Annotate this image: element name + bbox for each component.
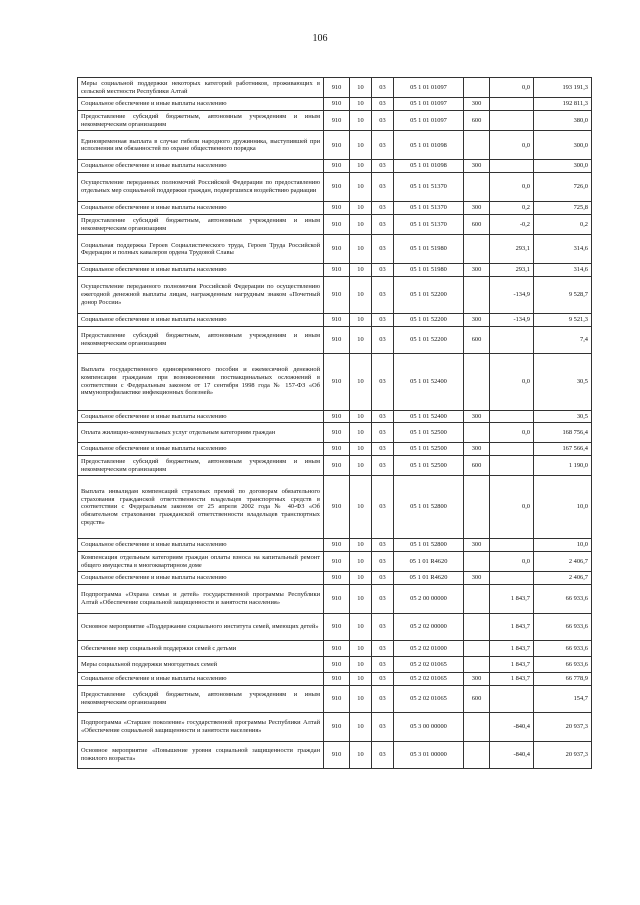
table-row xyxy=(78,539,592,552)
row-sum-cell: 314,6 xyxy=(534,264,592,277)
row-target-article-cell: 05 1 01 R4620 xyxy=(394,572,464,585)
row-subsection-cell: 03 xyxy=(372,641,394,657)
row-change-cell: -134,9 xyxy=(490,313,534,326)
row-sum-cell: 380,0 xyxy=(534,111,592,131)
row-section-cell: 10 xyxy=(350,641,372,657)
row-change-cell: 0,2 xyxy=(490,202,534,215)
row-ved-cell: 910 xyxy=(324,673,350,686)
row-expense-type-cell: 600 xyxy=(464,326,490,353)
row-subsection-cell: 03 xyxy=(372,657,394,673)
row-ved-cell: 910 xyxy=(324,202,350,215)
row-expense-type-cell: 300 xyxy=(464,572,490,585)
row-subsection-cell: 03 xyxy=(372,98,394,111)
row-sum-cell: 66 933,6 xyxy=(534,657,592,673)
row-expense-type-cell: 600 xyxy=(464,455,490,475)
row-subsection-cell: 03 xyxy=(372,539,394,552)
table-row xyxy=(78,641,592,657)
row-ved-cell: 910 xyxy=(324,214,350,234)
row-target-article-cell: 05 2 02 00000 xyxy=(394,614,464,641)
row-name-cell: Предоставление субсидий бюджетным, автономным учреждениям и иным некоммерческим организациям xyxy=(78,111,324,131)
row-expense-type-cell xyxy=(464,585,490,614)
row-change-cell: 0,0 xyxy=(490,552,534,572)
row-sum-cell: 66 933,6 xyxy=(534,614,592,641)
row-change-cell: 0,0 xyxy=(490,476,534,539)
row-subsection-cell: 03 xyxy=(372,410,394,423)
row-sum-cell: 300,0 xyxy=(534,131,592,160)
row-sum-cell: 10,0 xyxy=(534,539,592,552)
row-sum-cell: 20 937,3 xyxy=(534,712,592,741)
row-sum-cell: 20 937,3 xyxy=(534,741,592,768)
row-ved-cell: 910 xyxy=(324,235,350,264)
row-expense-type-cell xyxy=(464,712,490,741)
table-row xyxy=(78,202,592,215)
row-expense-type-cell xyxy=(464,614,490,641)
row-target-article-cell: 05 1 01 01098 xyxy=(394,160,464,173)
row-section-cell: 10 xyxy=(350,173,372,202)
row-subsection-cell: 03 xyxy=(372,552,394,572)
row-ved-cell: 910 xyxy=(324,641,350,657)
row-change-cell: -134,9 xyxy=(490,276,534,313)
row-target-article-cell: 05 1 01 51370 xyxy=(394,202,464,215)
row-expense-type-cell: 300 xyxy=(464,313,490,326)
row-name-cell: Основное мероприятие «Повышение уровня социальной защищенности граждан пожилого возраста» xyxy=(78,741,324,768)
row-change-cell: 293,1 xyxy=(490,264,534,277)
row-change-cell: 1 843,7 xyxy=(490,641,534,657)
row-target-article-cell: 05 2 00 00000 xyxy=(394,585,464,614)
row-ved-cell: 910 xyxy=(324,131,350,160)
row-expense-type-cell: 300 xyxy=(464,673,490,686)
row-name-cell: Выплата инвалидам компенсаций страховых премий по договорам обязательного страхования гражданской ответственности владельцев транспортных средств в соответствии с Федеральным законом от 25 апреля 2002 года № 40-ФЗ «Об обязательном страховании гражданской ответственности владельцев транспортных средств» xyxy=(78,476,324,539)
row-ved-cell: 910 xyxy=(324,98,350,111)
row-subsection-cell: 03 xyxy=(372,443,394,456)
table-row xyxy=(78,264,592,277)
row-expense-type-cell: 300 xyxy=(464,443,490,456)
row-name-cell: Меры социальной поддержки многодетных семей xyxy=(78,657,324,673)
row-ved-cell: 910 xyxy=(324,539,350,552)
row-ved-cell: 910 xyxy=(324,685,350,712)
row-target-article-cell: 05 1 01 52800 xyxy=(394,539,464,552)
row-ved-cell: 910 xyxy=(324,741,350,768)
row-ved-cell: 910 xyxy=(324,326,350,353)
row-expense-type-cell xyxy=(464,641,490,657)
row-expense-type-cell xyxy=(464,78,490,98)
row-section-cell: 10 xyxy=(350,326,372,353)
row-name-cell: Подпрограмма «Охрана семьи и детей» государственной программы Республики Алтай «Обеспечение социальной защищенности и занятости населения» xyxy=(78,585,324,614)
row-name-cell: Социальное обеспечение и иные выплаты населению xyxy=(78,572,324,585)
row-sum-cell: 9 521,3 xyxy=(534,313,592,326)
row-expense-type-cell xyxy=(464,657,490,673)
table-row xyxy=(78,741,592,768)
row-target-article-cell: 05 1 01 52500 xyxy=(394,423,464,443)
row-expense-type-cell xyxy=(464,235,490,264)
row-subsection-cell: 03 xyxy=(372,173,394,202)
row-section-cell: 10 xyxy=(350,423,372,443)
row-ved-cell: 910 xyxy=(324,276,350,313)
row-sum-cell: 725,8 xyxy=(534,202,592,215)
row-expense-type-cell: 300 xyxy=(464,98,490,111)
row-subsection-cell: 03 xyxy=(372,202,394,215)
row-name-cell: Социальная поддержка Героев Социалистического труда, Героев Труда Российской Федерации и полных кавалеров ордена Трудовой Славы xyxy=(78,235,324,264)
row-expense-type-cell xyxy=(464,173,490,202)
table-row xyxy=(78,685,592,712)
row-name-cell: Предоставление субсидий бюджетным, автономным учреждениям и иным некоммерческим организациям xyxy=(78,214,324,234)
row-subsection-cell: 03 xyxy=(372,673,394,686)
table-row xyxy=(78,443,592,456)
row-change-cell xyxy=(490,572,534,585)
budget-table xyxy=(77,77,592,769)
row-change-cell: -840,4 xyxy=(490,712,534,741)
row-ved-cell: 910 xyxy=(324,572,350,585)
row-target-article-cell: 05 1 01 R4620 xyxy=(394,552,464,572)
row-subsection-cell: 03 xyxy=(372,572,394,585)
row-change-cell xyxy=(490,326,534,353)
row-change-cell: 1 843,7 xyxy=(490,673,534,686)
row-target-article-cell: 05 1 01 51980 xyxy=(394,235,464,264)
row-sum-cell: 2 406,7 xyxy=(534,572,592,585)
row-ved-cell: 910 xyxy=(324,614,350,641)
row-subsection-cell: 03 xyxy=(372,276,394,313)
table-row xyxy=(78,214,592,234)
table-row xyxy=(78,313,592,326)
row-name-cell: Компенсация отдельным категориям граждан оплаты взноса на капитальный ремонт общего имущества в многоквартирном доме xyxy=(78,552,324,572)
row-subsection-cell: 03 xyxy=(372,476,394,539)
row-sum-cell: 9 528,7 xyxy=(534,276,592,313)
row-sum-cell: 300,0 xyxy=(534,160,592,173)
table-row xyxy=(78,111,592,131)
row-section-cell: 10 xyxy=(350,685,372,712)
row-name-cell: Социальное обеспечение и иные выплаты населению xyxy=(78,539,324,552)
row-section-cell: 10 xyxy=(350,443,372,456)
row-sum-cell: 66 933,6 xyxy=(534,585,592,614)
row-target-article-cell: 05 1 01 51980 xyxy=(394,264,464,277)
budget-table-body xyxy=(78,78,592,769)
row-target-article-cell: 05 1 01 52200 xyxy=(394,276,464,313)
row-ved-cell: 910 xyxy=(324,111,350,131)
row-expense-type-cell xyxy=(464,131,490,160)
row-expense-type-cell: 300 xyxy=(464,160,490,173)
row-sum-cell: 7,4 xyxy=(534,326,592,353)
table-row xyxy=(78,131,592,160)
row-ved-cell: 910 xyxy=(324,585,350,614)
row-subsection-cell: 03 xyxy=(372,78,394,98)
table-row xyxy=(78,572,592,585)
row-change-cell xyxy=(490,111,534,131)
row-name-cell: Предоставление субсидий бюджетным, автономным учреждениям и иным некоммерческим организациям xyxy=(78,326,324,353)
row-subsection-cell: 03 xyxy=(372,235,394,264)
row-subsection-cell: 03 xyxy=(372,712,394,741)
row-ved-cell: 910 xyxy=(324,657,350,673)
row-subsection-cell: 03 xyxy=(372,353,394,410)
table-row xyxy=(78,657,592,673)
row-sum-cell: 1 190,0 xyxy=(534,455,592,475)
table-row xyxy=(78,552,592,572)
row-sum-cell: 2 406,7 xyxy=(534,552,592,572)
row-ved-cell: 910 xyxy=(324,552,350,572)
row-change-cell: 1 843,7 xyxy=(490,614,534,641)
row-change-cell xyxy=(490,160,534,173)
row-expense-type-cell: 600 xyxy=(464,214,490,234)
row-name-cell: Социальное обеспечение и иные выплаты населению xyxy=(78,410,324,423)
row-ved-cell: 910 xyxy=(324,264,350,277)
row-expense-type-cell xyxy=(464,741,490,768)
row-change-cell: 0,0 xyxy=(490,353,534,410)
row-subsection-cell: 03 xyxy=(372,326,394,353)
row-sum-cell: 193 191,3 xyxy=(534,78,592,98)
row-name-cell: Социальное обеспечение и иные выплаты населению xyxy=(78,98,324,111)
row-section-cell: 10 xyxy=(350,160,372,173)
row-expense-type-cell xyxy=(464,353,490,410)
row-ved-cell: 910 xyxy=(324,313,350,326)
row-target-article-cell: 05 2 02 01065 xyxy=(394,685,464,712)
row-sum-cell: 30,5 xyxy=(534,353,592,410)
row-name-cell: Социальное обеспечение и иные выплаты населению xyxy=(78,673,324,686)
row-change-cell: 0,0 xyxy=(490,78,534,98)
row-section-cell: 10 xyxy=(350,353,372,410)
row-sum-cell: 167 566,4 xyxy=(534,443,592,456)
row-target-article-cell: 05 1 01 01097 xyxy=(394,78,464,98)
row-target-article-cell: 05 3 01 00000 xyxy=(394,741,464,768)
row-section-cell: 10 xyxy=(350,202,372,215)
row-expense-type-cell: 300 xyxy=(464,410,490,423)
row-section-cell: 10 xyxy=(350,455,372,475)
row-name-cell: Основное мероприятие «Поддержание социального института семей, имеющих детей» xyxy=(78,614,324,641)
row-ved-cell: 910 xyxy=(324,160,350,173)
row-change-cell: 0,0 xyxy=(490,423,534,443)
row-section-cell: 10 xyxy=(350,712,372,741)
row-name-cell: Обеспечение мер социальной поддержки семей с детьми xyxy=(78,641,324,657)
row-ved-cell: 910 xyxy=(324,476,350,539)
row-target-article-cell: 05 2 02 01065 xyxy=(394,657,464,673)
row-section-cell: 10 xyxy=(350,78,372,98)
row-target-article-cell: 05 1 01 52200 xyxy=(394,313,464,326)
row-change-cell: 0,0 xyxy=(490,131,534,160)
row-section-cell: 10 xyxy=(350,235,372,264)
row-name-cell: Осуществление переданных полномочий Российской Федерации по предоставлению отдельных мер социальной поддержки граждан, подвергшихся воздействию радиации xyxy=(78,173,324,202)
table-row xyxy=(78,326,592,353)
row-subsection-cell: 03 xyxy=(372,264,394,277)
row-ved-cell: 910 xyxy=(324,78,350,98)
table-row xyxy=(78,78,592,98)
row-section-cell: 10 xyxy=(350,614,372,641)
row-section-cell: 10 xyxy=(350,214,372,234)
table-row xyxy=(78,614,592,641)
row-section-cell: 10 xyxy=(350,585,372,614)
table-row xyxy=(78,276,592,313)
row-expense-type-cell: 600 xyxy=(464,685,490,712)
table-row xyxy=(78,410,592,423)
row-change-cell: 0,0 xyxy=(490,173,534,202)
row-subsection-cell: 03 xyxy=(372,214,394,234)
row-target-article-cell: 05 1 01 01097 xyxy=(394,111,464,131)
row-expense-type-cell xyxy=(464,423,490,443)
row-subsection-cell: 03 xyxy=(372,614,394,641)
row-sum-cell: 154,7 xyxy=(534,685,592,712)
row-target-article-cell: 05 1 01 52800 xyxy=(394,476,464,539)
table-row xyxy=(78,712,592,741)
row-sum-cell: 314,6 xyxy=(534,235,592,264)
row-ved-cell: 910 xyxy=(324,455,350,475)
table-row xyxy=(78,173,592,202)
row-name-cell: Меры социальной поддержки некоторых категорий работников, проживающих в сельской местности Республики Алтай xyxy=(78,78,324,98)
table-row xyxy=(78,585,592,614)
row-sum-cell: 0,2 xyxy=(534,214,592,234)
row-change-cell xyxy=(490,685,534,712)
row-section-cell: 10 xyxy=(350,313,372,326)
row-target-article-cell: 05 1 01 52400 xyxy=(394,410,464,423)
row-section-cell: 10 xyxy=(350,131,372,160)
row-sum-cell: 66 778,9 xyxy=(534,673,592,686)
row-name-cell: Предоставление субсидий бюджетным, автономным учреждениям и иным некоммерческим организациям xyxy=(78,685,324,712)
row-ved-cell: 910 xyxy=(324,712,350,741)
row-section-cell: 10 xyxy=(350,98,372,111)
row-subsection-cell: 03 xyxy=(372,741,394,768)
row-ved-cell: 910 xyxy=(324,173,350,202)
row-section-cell: 10 xyxy=(350,552,372,572)
row-change-cell xyxy=(490,98,534,111)
row-sum-cell: 10,0 xyxy=(534,476,592,539)
row-subsection-cell: 03 xyxy=(372,131,394,160)
row-expense-type-cell: 300 xyxy=(464,264,490,277)
row-section-cell: 10 xyxy=(350,657,372,673)
table-row xyxy=(78,673,592,686)
row-target-article-cell: 05 2 02 01065 xyxy=(394,673,464,686)
table-row xyxy=(78,235,592,264)
row-expense-type-cell xyxy=(464,476,490,539)
row-subsection-cell: 03 xyxy=(372,313,394,326)
page-number: 106 xyxy=(312,33,328,44)
row-target-article-cell: 05 3 00 00000 xyxy=(394,712,464,741)
row-name-cell: Единовременная выплата в случае гибели народного дружинника, выступившей при исполнении им обязанностей по охране общественного порядка xyxy=(78,131,324,160)
row-name-cell: Предоставление субсидий бюджетным, автономным учреждениям и иным некоммерческим организациям xyxy=(78,455,324,475)
row-subsection-cell: 03 xyxy=(372,455,394,475)
row-change-cell xyxy=(490,410,534,423)
row-sum-cell: 726,0 xyxy=(534,173,592,202)
row-expense-type-cell: 300 xyxy=(464,202,490,215)
row-name-cell: Социальное обеспечение и иные выплаты населению xyxy=(78,443,324,456)
row-name-cell: Социальное обеспечение и иные выплаты населению xyxy=(78,313,324,326)
row-name-cell: Социальное обеспечение и иные выплаты населению xyxy=(78,202,324,215)
row-name-cell: Оплата жилищно-коммунальных услуг отдельным категориям граждан xyxy=(78,423,324,443)
row-target-article-cell: 05 1 01 52200 xyxy=(394,326,464,353)
table-row xyxy=(78,160,592,173)
table-row xyxy=(78,353,592,410)
row-change-cell xyxy=(490,539,534,552)
row-section-cell: 10 xyxy=(350,111,372,131)
row-target-article-cell: 05 1 01 52500 xyxy=(394,455,464,475)
row-expense-type-cell: 300 xyxy=(464,539,490,552)
row-sum-cell: 168 756,4 xyxy=(534,423,592,443)
row-section-cell: 10 xyxy=(350,741,372,768)
row-subsection-cell: 03 xyxy=(372,585,394,614)
row-target-article-cell: 05 1 01 51370 xyxy=(394,173,464,202)
row-ved-cell: 910 xyxy=(324,353,350,410)
table-row xyxy=(78,423,592,443)
row-sum-cell: 66 933,6 xyxy=(534,641,592,657)
row-target-article-cell: 05 1 01 52500 xyxy=(394,443,464,456)
row-change-cell xyxy=(490,455,534,475)
row-section-cell: 10 xyxy=(350,264,372,277)
row-name-cell: Социальное обеспечение и иные выплаты населению xyxy=(78,264,324,277)
row-section-cell: 10 xyxy=(350,572,372,585)
row-subsection-cell: 03 xyxy=(372,685,394,712)
row-subsection-cell: 03 xyxy=(372,423,394,443)
row-change-cell xyxy=(490,443,534,456)
row-ved-cell: 910 xyxy=(324,443,350,456)
row-target-article-cell: 05 1 01 01098 xyxy=(394,131,464,160)
row-target-article-cell: 05 1 01 51370 xyxy=(394,214,464,234)
row-expense-type-cell: 600 xyxy=(464,111,490,131)
row-section-cell: 10 xyxy=(350,673,372,686)
row-expense-type-cell xyxy=(464,276,490,313)
row-subsection-cell: 03 xyxy=(372,160,394,173)
row-name-cell: Подпрограмма «Старшее поколение» государственной программы Республики Алтай «Обеспечение социальной защищенности и занятости населения» xyxy=(78,712,324,741)
row-change-cell: -840,4 xyxy=(490,741,534,768)
row-name-cell: Социальное обеспечение и иные выплаты населению xyxy=(78,160,324,173)
table-row xyxy=(78,98,592,111)
row-change-cell: -0,2 xyxy=(490,214,534,234)
row-target-article-cell: 05 1 01 52400 xyxy=(394,353,464,410)
table-row xyxy=(78,476,592,539)
row-ved-cell: 910 xyxy=(324,410,350,423)
row-change-cell: 293,1 xyxy=(490,235,534,264)
row-sum-cell: 30,5 xyxy=(534,410,592,423)
row-section-cell: 10 xyxy=(350,410,372,423)
row-sum-cell: 192 811,3 xyxy=(534,98,592,111)
row-change-cell: 1 843,7 xyxy=(490,657,534,673)
row-target-article-cell: 05 1 01 01097 xyxy=(394,98,464,111)
row-name-cell: Выплата государственного единовременного пособия и ежемесячной денежной компенсации гражданам при возникновении поствакцинальных осложнений в соответствии с Федеральным законом от 17 сентября 1998 года № 157-ФЗ «Об иммунопрофилактике инфекционных болезней» xyxy=(78,353,324,410)
row-subsection-cell: 03 xyxy=(372,111,394,131)
row-section-cell: 10 xyxy=(350,476,372,539)
row-ved-cell: 910 xyxy=(324,423,350,443)
table-row xyxy=(78,455,592,475)
row-expense-type-cell xyxy=(464,552,490,572)
row-section-cell: 10 xyxy=(350,276,372,313)
row-target-article-cell: 05 2 02 01000 xyxy=(394,641,464,657)
row-change-cell: 1 843,7 xyxy=(490,585,534,614)
row-name-cell: Осуществление переданного полномочия Российской Федерации по осуществлению ежегодной денежной выплаты лицам, награжденным нагрудным знаком «Почетный донор России» xyxy=(78,276,324,313)
row-section-cell: 10 xyxy=(350,539,372,552)
